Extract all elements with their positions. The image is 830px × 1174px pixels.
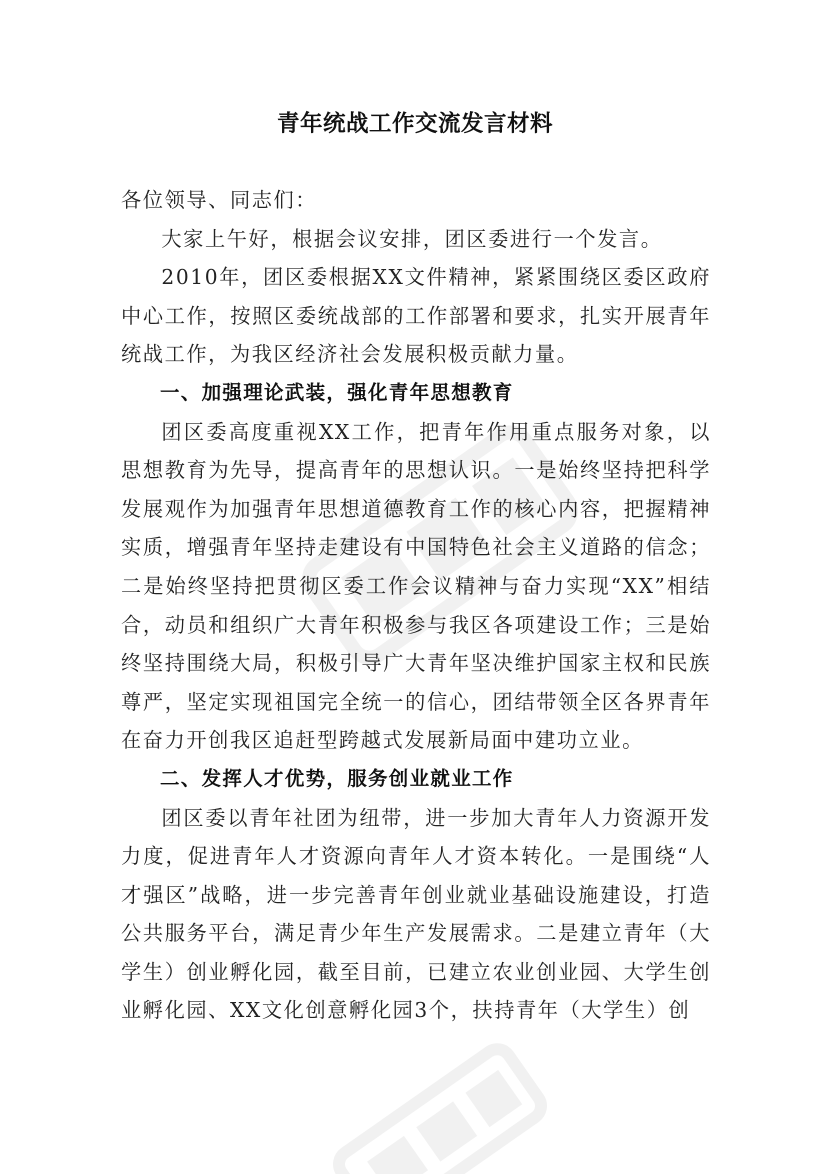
document-body (121, 181, 711, 1030)
document-title: 青年统战工作交流发言材料 (276, 111, 553, 137)
paragraph-section-1: 团区委高度重视XX工作，把青年作用重点服务对象，以思想教育为先导，提高青年的思想认识。一是始终坚持把科学发展观作为加强青年思想道德教育工作的核心内容，把握精神实质，增强青年坚持走建设有中国特色社会主义道路的信念；二是始终坚持把贯彻区委工作会议精神与奋力实现“XX”相结合，动员和组织广大青年积极参与我区各项建设工作；三是始终坚持围绕大局，积极引导广大青年坚决维护国家主权和民族尊严，坚定实现祖国完全统一的信心，团结带领全区各界青年在奋力开创我区追赶型跨越式发展新局面中建功立业。 (121, 419, 711, 753)
section-heading-1: 一、加强理论武装，强化青年思想教育 (160, 380, 514, 404)
paragraph-section-2: 团区委以青年社团为纽带，进一步加大青年人力资源开发力度，促进青年人才资源向青年人才资本转化。一是围绕“人才强区”战略，进一步完善青年创业就业基础设施建设，打造公共服务平台，满足青少年生产发展需求。二是建立青年（大学生）创业孵化园，截至目前，已建立农业创业园、大学生创业孵化园、XX文化创意孵化园3个，扶持青年（大学生）创 (121, 805, 711, 1023)
watermark-logo (318, 1027, 561, 1174)
section-heading-2: 二、发挥人才优势，服务创业就业工作 (160, 766, 514, 790)
paragraph-intro: 2010年，团区委根据XX文件精神，紧紧围绕区委区政府中心工作，按照区委统战部的工作部署和要求，扎实开展青年统战工作，为我区经济社会发展积极贡献力量。 (121, 265, 711, 367)
salutation: 各位领导、同志们： (121, 188, 318, 212)
paragraph-greeting: 大家上午好，根据会议安排，团区委进行一个发言。 (161, 226, 663, 251)
